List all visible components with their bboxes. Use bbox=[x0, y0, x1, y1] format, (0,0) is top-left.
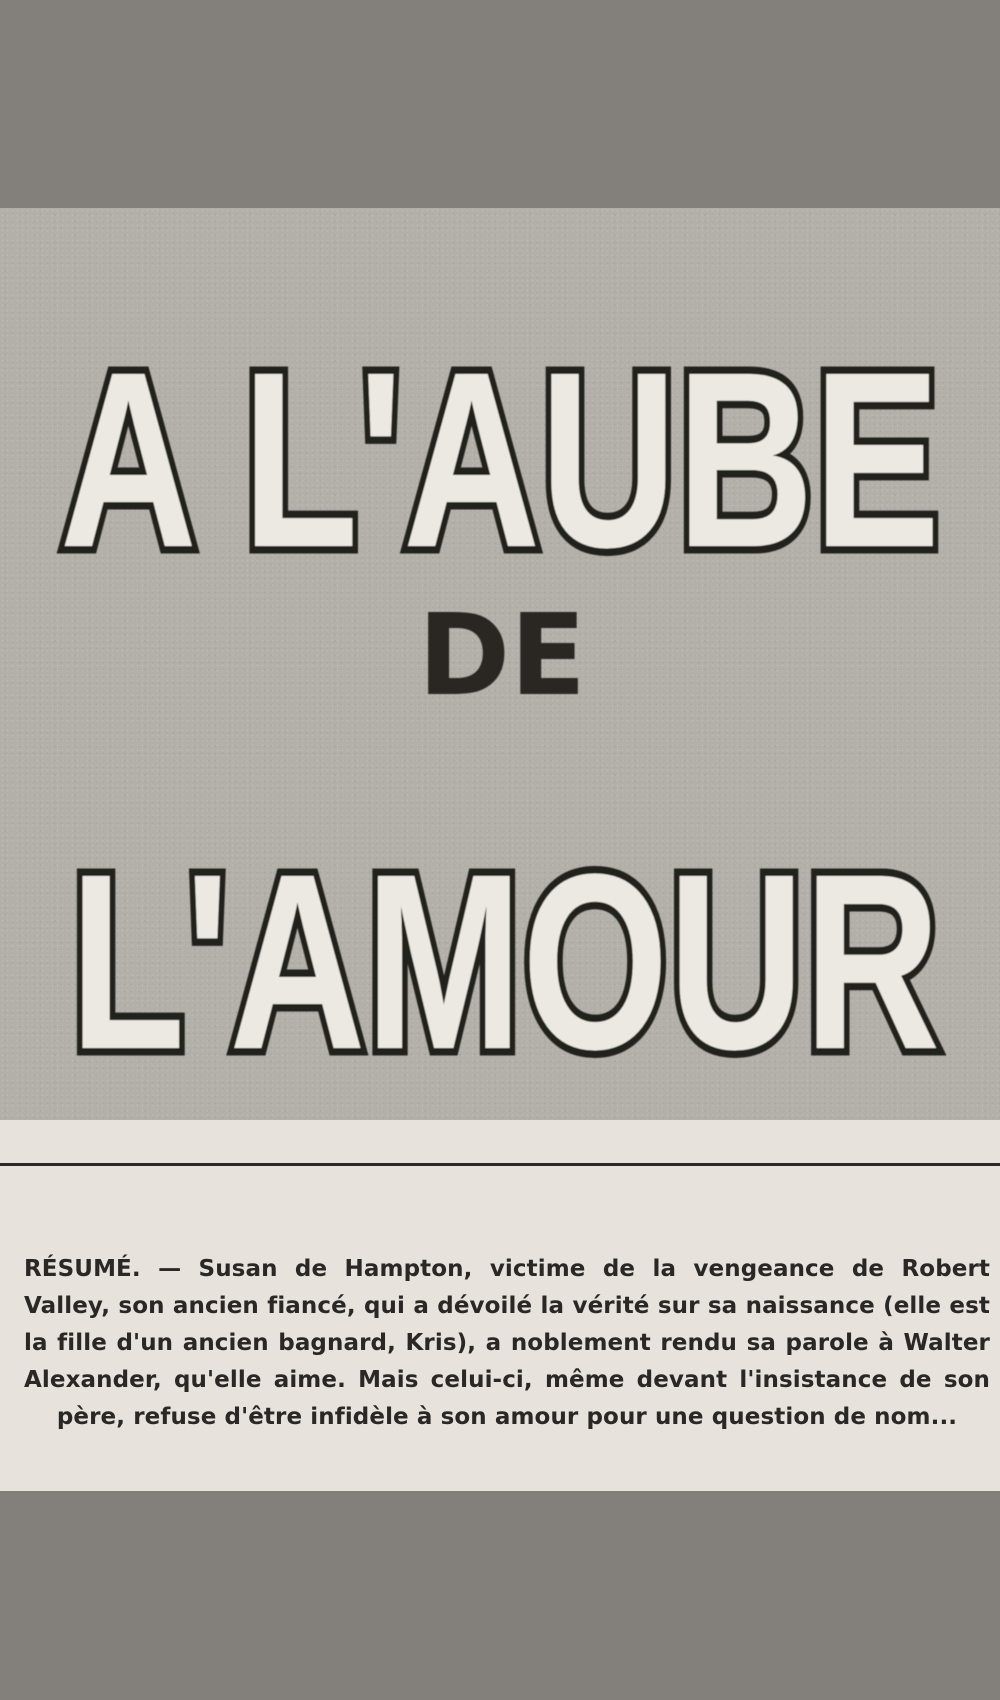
title-line-1: A L'AUBE bbox=[60, 320, 940, 599]
title-line-3: L'AMOUR bbox=[70, 822, 940, 1101]
title-graphic bbox=[0, 208, 1000, 1120]
title-panel bbox=[0, 208, 1000, 1120]
summary-paragraph: RÉSUMÉ. — Susan de Hampton, victime de la vengeance de Robert Valley, son ancien fiancé, qui a dévoilé la vérité sur sa naissance (elle est la fille d'un ancien bagnard, Kris), a noblement rendu sa parole à Walter Alexander, qu'elle aime. Mais celui-ci, même devant l'insistance de son père, refuse d'être infidèle à son amour pour une question de nom... bbox=[24, 1256, 990, 1430]
title-line-2: DE bbox=[418, 591, 586, 721]
divider-rule bbox=[0, 1163, 1000, 1166]
magazine-clipping bbox=[0, 208, 1000, 1491]
